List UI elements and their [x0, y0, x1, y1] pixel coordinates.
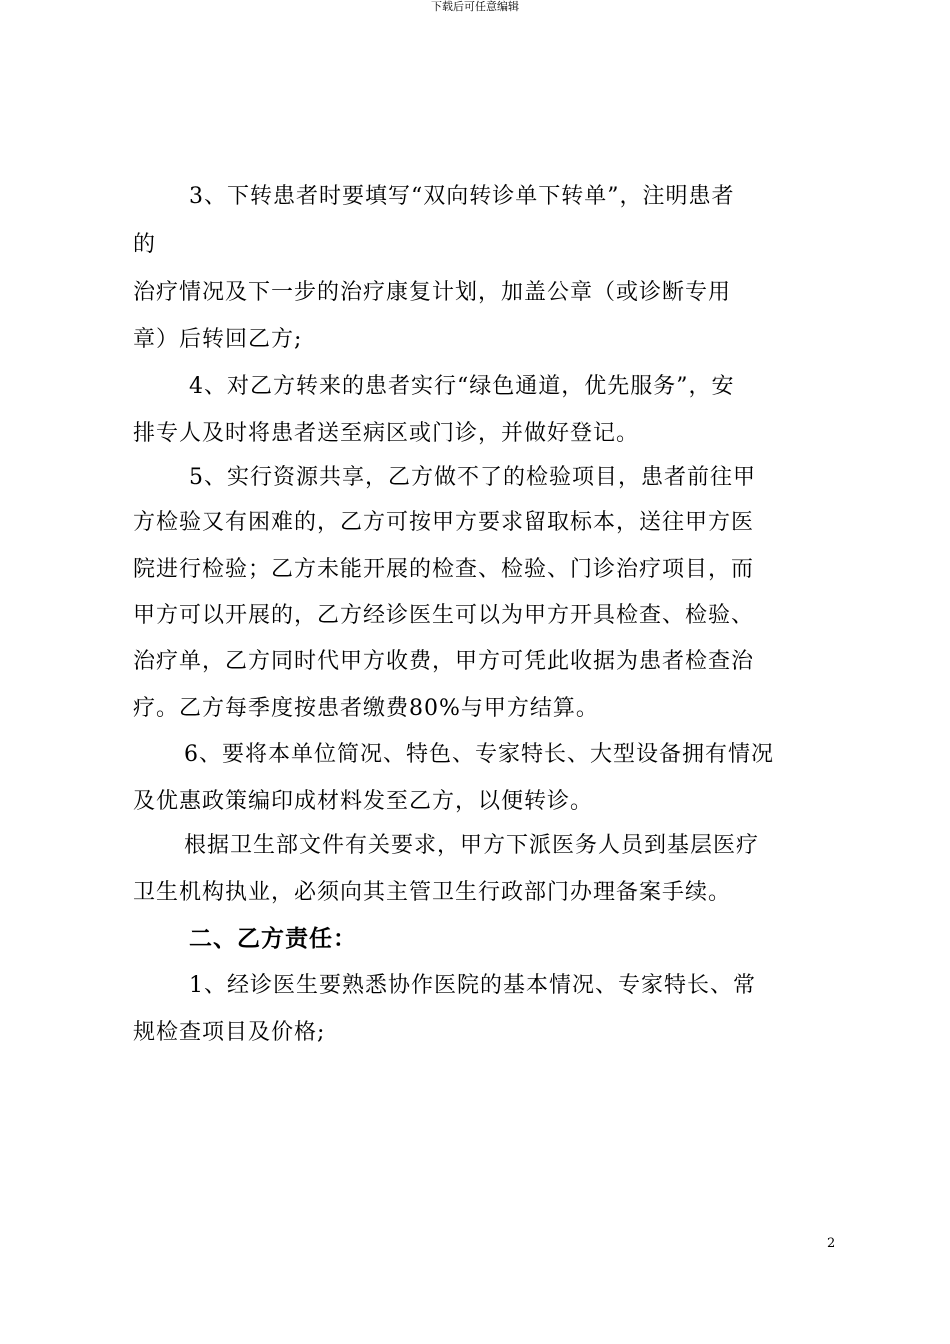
paragraph-line-15: 根据卫生部文件有关要求，甲方下派医务人员到基层医疗: [184, 833, 760, 858]
paragraph-line-18: 1、经诊医生要熟悉协作医院的基本情况、专家特长、常: [189, 973, 756, 998]
section-heading-party-b: 二、乙方责任：: [189, 925, 357, 952]
header-note: 下载后可任意编辑: [431, 0, 519, 13]
paragraph-line-16: 卫生机构执业，必须向其主管卫生行政部门办理备案手续。: [133, 880, 732, 905]
paragraph-line-11: 治疗单，乙方同时代甲方收费，甲方可凭此收据为患者检查治: [133, 649, 755, 674]
paragraph-line-14: 及优惠政策编印成材料发至乙方，以便转诊。: [133, 789, 594, 814]
paragraph-line-6: 排专人及时将患者送至病区或门诊，并做好登记。: [133, 421, 640, 446]
paragraph-line-7: 5、实行资源共享，乙方做不了的检验项目，患者前往甲: [189, 465, 756, 490]
page-number: 2: [827, 1236, 836, 1251]
paragraph-line-3: 治疗情况及下一步的治疗康复计划，加盖公章（或诊断专用: [133, 280, 732, 305]
paragraph-line-10: 甲方可以开展的，乙方经诊医生可以为甲方开具检查、检验、: [133, 603, 755, 628]
paragraph-line-4: 章）后转回乙方;: [133, 327, 303, 352]
paragraph-line-13: 6、要将本单位简况、特色、专家特长、大型设备拥有情况: [184, 742, 774, 767]
paragraph-line-9: 院进行检验；乙方未能开展的检查、检验、门诊治疗项目，而: [133, 557, 755, 582]
paragraph-line-2: 的: [133, 232, 157, 257]
paragraph-line-1: 3、下转患者时要填写“双向转诊单下转单”，注明患者: [189, 184, 735, 209]
paragraph-line-19: 规检查项目及价格;: [133, 1020, 326, 1045]
paragraph-line-12: 疗。乙方每季度按患者缴费80%与甲方结算。: [133, 696, 599, 721]
paragraph-line-5: 4、对乙方转来的患者实行“绿色通道，优先服务”，安: [189, 374, 735, 399]
paragraph-line-8: 方检验又有困难的，乙方可按甲方要求留取标本，送往甲方医: [133, 510, 755, 535]
